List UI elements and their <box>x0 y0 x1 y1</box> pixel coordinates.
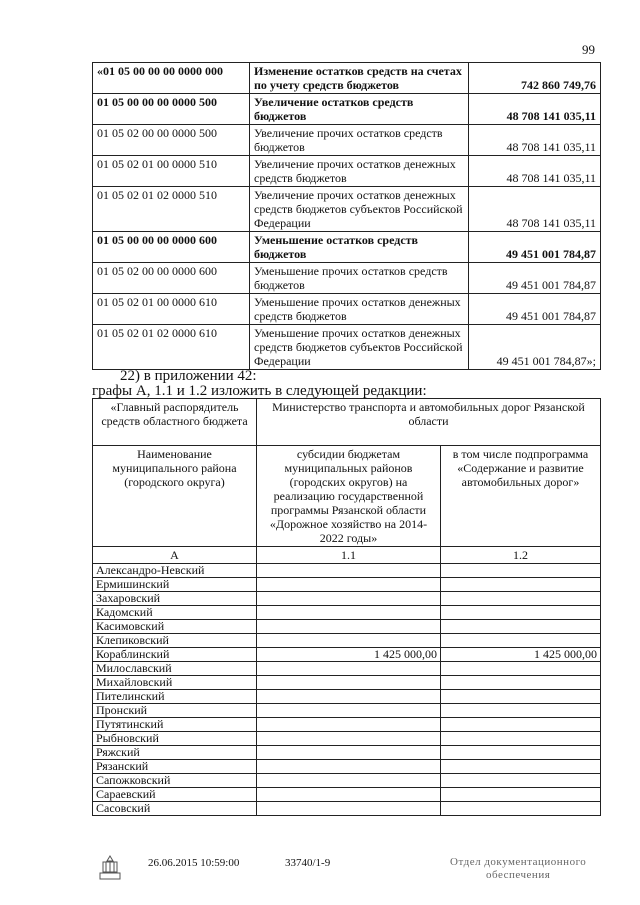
table-row <box>93 662 601 676</box>
table-row <box>93 578 601 592</box>
name-cell: Уменьшение прочих остатков средств бюджетов <box>250 263 469 294</box>
table-row <box>93 94 601 125</box>
table-row <box>93 634 601 648</box>
value-1-2 <box>441 690 601 704</box>
value-1-2 <box>441 606 601 620</box>
table-row <box>93 732 601 746</box>
value-1-1 <box>257 732 441 746</box>
footer-doc-number: 33740/1-9 <box>285 857 331 869</box>
paragraph-instruction: графы А, 1.1 и 1.2 изложить в следующей редакции: <box>92 383 427 399</box>
amount-cell: 49 451 001 784,87»; <box>469 325 601 370</box>
district-name: Александро-Невский <box>93 564 257 578</box>
table-row <box>93 676 601 690</box>
stamp-logo-icon <box>95 853 125 883</box>
name-cell: Увеличение прочих остатков средств бюджетов <box>250 125 469 156</box>
district-name: Ермишинский <box>93 578 257 592</box>
table-row <box>93 760 601 774</box>
value-1-2 <box>441 592 601 606</box>
district-name: Милославский <box>93 662 257 676</box>
value-1-1: 1 425 000,00 <box>257 648 441 662</box>
value-1-1 <box>257 592 441 606</box>
amount-cell: 48 708 141 035,11 <box>469 156 601 187</box>
value-1-1 <box>257 690 441 704</box>
value-1-1 <box>257 774 441 788</box>
table-row <box>93 263 601 294</box>
num-11: 1.1 <box>257 547 441 564</box>
table-row <box>93 620 601 634</box>
value-1-2 <box>441 564 601 578</box>
page-number: 99 <box>582 42 595 57</box>
district-name: Рязанский <box>93 760 257 774</box>
header-left: «Главный распорядитель средств областного бюджета <box>93 399 257 446</box>
code-cell: 01 05 02 01 02 0000 610 <box>93 325 250 370</box>
district-name: Пронский <box>93 704 257 718</box>
table-row <box>93 788 601 802</box>
code-cell: 01 05 02 00 00 0000 600 <box>93 263 250 294</box>
col-12-header: в том числе подпрограмма «Содержание и развитие автомобильных дорог» <box>441 446 601 547</box>
value-1-1 <box>257 676 441 690</box>
district-name: Путятинский <box>93 718 257 732</box>
table-row <box>93 156 601 187</box>
name-cell: Уменьшение прочих остатков денежных средств бюджетов субъектов Российской Федерации <box>250 325 469 370</box>
value-1-2 <box>441 788 601 802</box>
amount-cell: 48 708 141 035,11 <box>469 125 601 156</box>
amount-cell: 49 451 001 784,87 <box>469 232 601 263</box>
value-1-2 <box>441 760 601 774</box>
value-1-2 <box>441 732 601 746</box>
value-1-1 <box>257 788 441 802</box>
amount-cell: 49 451 001 784,87 <box>469 294 601 325</box>
code-cell: 01 05 02 01 00 0000 610 <box>93 294 250 325</box>
district-name: Захаровский <box>93 592 257 606</box>
value-1-1 <box>257 802 441 816</box>
table-row <box>93 564 601 578</box>
amount-cell: 742 860 749,76 <box>469 63 601 94</box>
table-row <box>93 746 601 760</box>
value-1-2 <box>441 704 601 718</box>
amount-cell: 49 451 001 784,87 <box>469 263 601 294</box>
value-1-2 <box>441 662 601 676</box>
name-cell: Увеличение прочих остатков денежных средств бюджетов <box>250 156 469 187</box>
code-cell: 01 05 02 00 00 0000 500 <box>93 125 250 156</box>
table-row <box>93 802 601 816</box>
value-1-2: 1 425 000,00 <box>441 648 601 662</box>
value-1-1 <box>257 634 441 648</box>
value-1-1 <box>257 704 441 718</box>
col-a-header: Наименование муниципального района (городского округа) <box>93 446 257 547</box>
code-cell: 01 05 00 00 00 0000 600 <box>93 232 250 263</box>
district-name: Ряжский <box>93 746 257 760</box>
name-cell: Увеличение остатков средств бюджетов <box>250 94 469 125</box>
district-name: Кадомский <box>93 606 257 620</box>
table-row <box>93 294 601 325</box>
table-row <box>93 704 601 718</box>
value-1-1 <box>257 760 441 774</box>
value-1-1 <box>257 746 441 760</box>
table-row <box>93 718 601 732</box>
district-name: Михайловский <box>93 676 257 690</box>
table-row <box>93 690 601 704</box>
stamp-line-1: Отдел документационного <box>450 856 587 868</box>
district-name: Сасовский <box>93 802 257 816</box>
value-1-2 <box>441 578 601 592</box>
name-cell: Увеличение прочих остатков денежных средств бюджетов субъектов Российской Федерации <box>250 187 469 232</box>
name-cell: Уменьшение прочих остатков денежных средств бюджетов <box>250 294 469 325</box>
stamp-line-2: обеспечения <box>486 869 551 881</box>
value-1-2 <box>441 774 601 788</box>
code-cell: «01 05 00 00 00 0000 000 <box>93 63 250 94</box>
amount-cell: 48 708 141 035,11 <box>469 187 601 232</box>
footer-datetime: 26.06.2015 10:59:00 <box>148 857 240 869</box>
code-cell: 01 05 02 01 00 0000 510 <box>93 156 250 187</box>
table-row <box>93 63 601 94</box>
value-1-2 <box>441 634 601 648</box>
district-name: Пителинский <box>93 690 257 704</box>
table-row <box>93 125 601 156</box>
value-1-1 <box>257 564 441 578</box>
districts-table <box>92 398 601 816</box>
value-1-2 <box>441 676 601 690</box>
district-name: Сапожковский <box>93 774 257 788</box>
value-1-2 <box>441 718 601 732</box>
department-stamp <box>450 856 586 882</box>
value-1-1 <box>257 578 441 592</box>
value-1-2 <box>441 746 601 760</box>
value-1-2 <box>441 620 601 634</box>
value-1-1 <box>257 606 441 620</box>
table-row <box>93 325 601 370</box>
district-name: Рыбновский <box>93 732 257 746</box>
value-1-1 <box>257 662 441 676</box>
district-name: Сараевский <box>93 788 257 802</box>
code-cell: 01 05 02 01 02 0000 510 <box>93 187 250 232</box>
paragraph-appendix: 22) в приложении 42: <box>120 368 257 384</box>
code-cell: 01 05 00 00 00 0000 500 <box>93 94 250 125</box>
district-name: Клепиковский <box>93 634 257 648</box>
value-1-2 <box>441 802 601 816</box>
value-1-1 <box>257 718 441 732</box>
district-name: Кораблинский <box>93 648 257 662</box>
table-row <box>93 592 601 606</box>
table-row <box>93 648 601 662</box>
header-right: Министерство транспорта и автомобильных дорог Рязанской области <box>257 399 601 446</box>
table-row <box>93 774 601 788</box>
amount-cell: 48 708 141 035,11 <box>469 94 601 125</box>
num-12: 1.2 <box>441 547 601 564</box>
value-1-1 <box>257 620 441 634</box>
table-row <box>93 606 601 620</box>
district-name: Касимовский <box>93 620 257 634</box>
num-a: А <box>93 547 257 564</box>
name-cell: Уменьшение остатков средств бюджетов <box>250 232 469 263</box>
sources-table <box>92 62 601 370</box>
table-row <box>93 232 601 263</box>
table-row <box>93 187 601 232</box>
name-cell: Изменение остатков средств на счетах по учету средств бюджетов <box>250 63 469 94</box>
col-11-header: субсидии бюджетам муниципальных районов (городских округов) на реализацию государственной программы Рязанской области «Дорожное хозяйство на 2014-2022 годы» <box>257 446 441 547</box>
